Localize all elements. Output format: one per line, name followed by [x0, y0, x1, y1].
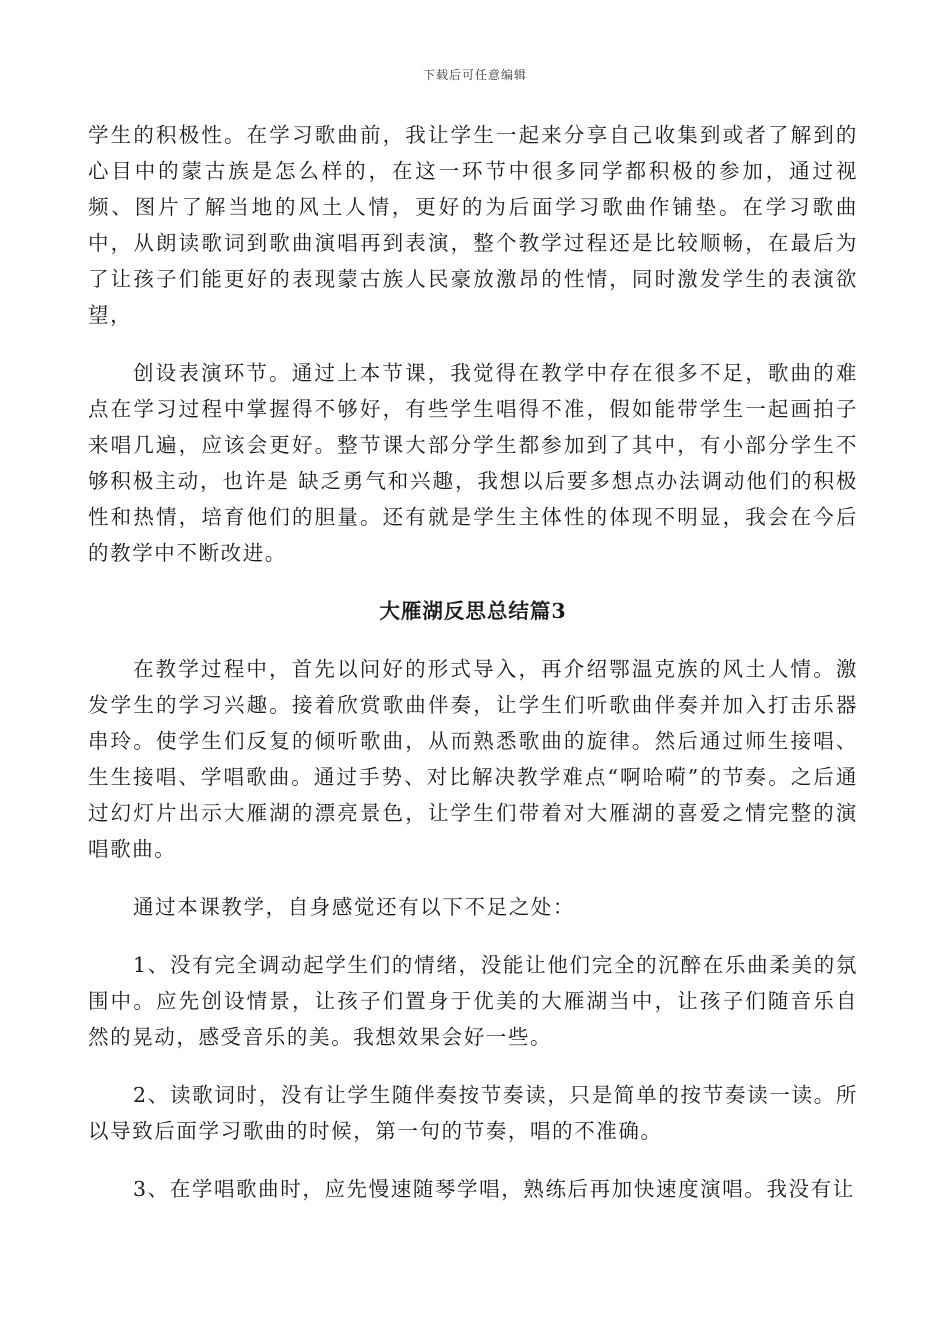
paragraph-3: 在教学过程中，首先以问好的形式导入，再介绍鄂温克族的风土人情。激发学生的学习兴趣。接着欣赏歌曲伴奏，让学生们听歌曲伴奏并加入打击乐器串玲。使学生们反复的倾听歌曲，从而熟悉歌曲的旋律。然后通过师生接唱、生生接唱、学唱歌曲。通过手势、对比解决教学难点“啊哈嗬”的节奏。之后通过幻灯片出示大雁湖的漂亮景色，让学生们带着对大雁湖的喜爱之情完整的演唱歌曲。	[88, 657, 858, 861]
paragraph-2: 创设表演环节。通过上本节课，我觉得在教学中存在很多不足，歌曲的难点在学习过程中掌握得不够好，有些学生唱得不准，假如能带学生一起画拍子来唱几遍，应该会更好。整节课大部分学生都参加到了其中，有小部分学生不够积极主动，也许是 缺乏勇气和兴趣，我想以后要多想点办法调动他们的积极性和热情，培育他们的胆量。还有就是学生主体性的体现不明显，我会在今后的教学中不断改进。	[88, 361, 858, 565]
paragraph-4: 通过本课教学，自身感觉还有以下不足之处：	[133, 895, 575, 919]
header-note: 下载后可任意编辑	[422, 68, 527, 82]
paragraph-1: 学生的积极性。在学习歌曲前，我让学生一起来分享自己收集到或者了解到的心目中的蒙古族是怎么样的，在这一环节中很多同学都积极的参加，通过视频、图片了解当地的风土人情，更好的为后面学习歌曲作铺垫。在学习歌曲中，从朗读歌词到歌曲演唱再到表演，整个教学过程还是比较顺畅，在最后为了让孩子们能更好的表现蒙古族人民豪放激昂的性情，同时激发学生的表演欲望，	[88, 123, 858, 327]
document-body	[88, 117, 858, 1207]
paragraph-6: 2、读歌词时，没有让学生随伴奏按节奏读，只是简单的按节奏读一读。所以导致后面学习歌曲的时候，第一句的节奏，唱的不准确。	[88, 1083, 858, 1143]
paragraph-5: 1、没有完全调动起学生们的情绪，没能让他们完全的沉醉在乐曲柔美的氛围中。应先创设情景，让孩子们置身于优美的大雁湖当中，让孩子们随音乐自然的晃动，感受音乐的美。我想效果会好一些。	[88, 953, 858, 1049]
section-title: 大雁湖反思总结篇3	[379, 599, 567, 623]
paragraph-7: 3、在学唱歌曲时，应先慢速随琴学唱，熟练后再加快速度演唱。我没有让	[133, 1177, 855, 1201]
